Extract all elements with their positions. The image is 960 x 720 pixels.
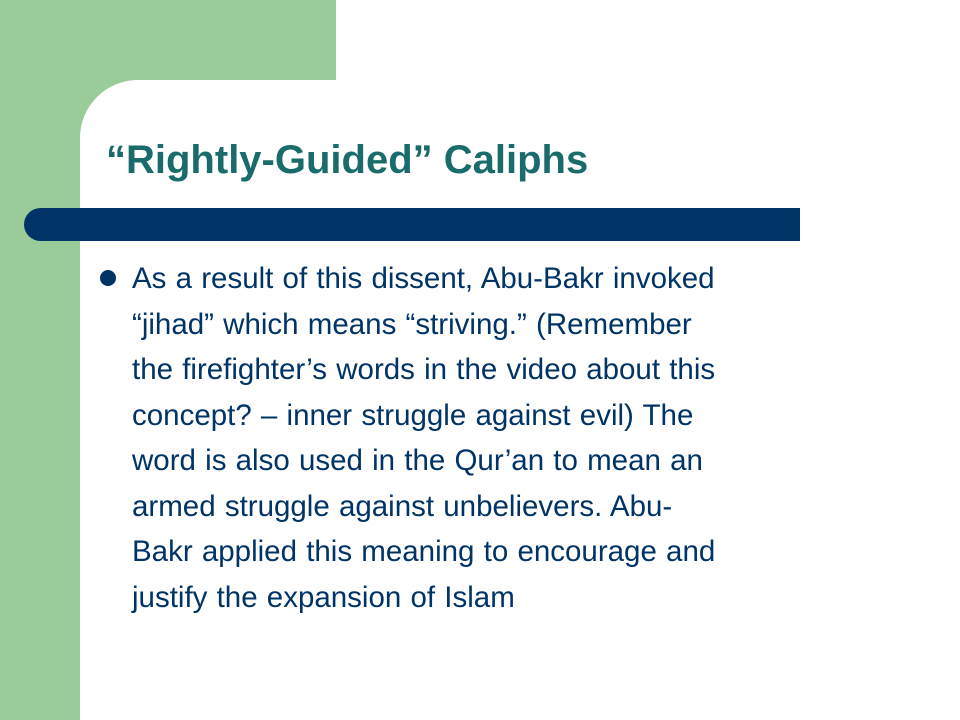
bullet-text: [132, 256, 880, 620]
slide-title: “Rightly-Guided” Caliphs: [106, 138, 589, 182]
bullet-line: concept? – inner struggle against evil) The: [132, 398, 694, 432]
bullet-line: word is also used in the Qur’an to mean an: [132, 444, 703, 477]
bullet-line: As a result of this dissent, Abu-Bakr invoked: [132, 262, 715, 295]
bullet-line: the firefighter’s words in the video about this: [132, 353, 716, 386]
bullet-line: “jihad” which means “striving.” (Remember: [132, 307, 692, 341]
bullet-line: justify the expansion of Islam: [132, 580, 515, 614]
bullet-line: armed struggle against unbelievers. Abu-: [132, 489, 673, 523]
bullet-item: [100, 256, 880, 620]
bullet-list: [100, 256, 880, 620]
bullet-dot-icon: [100, 270, 116, 286]
bullet-line: Bakr applied this meaning to encourage and: [132, 535, 716, 568]
title-divider-bar: [24, 208, 800, 241]
